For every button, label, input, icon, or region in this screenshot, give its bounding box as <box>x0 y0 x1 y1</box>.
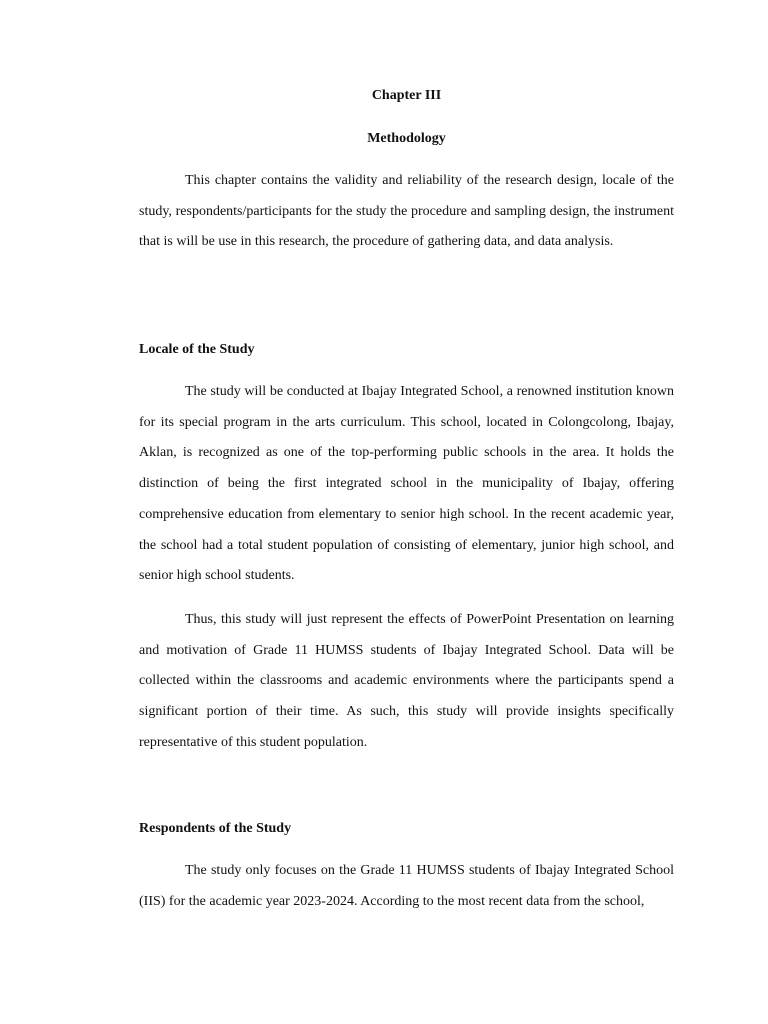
locale-paragraph-2: Thus, this study will just represent the effects of PowerPoint Presentation on learning and motivation of Grade 11 HUMSS students of Ibajay Integrated School. Data will be collected within the classrooms and academic environments where the participants spend a significant portion of their time. As such, this study will provide insights specifically representative of this student population. <box>139 612 674 750</box>
intro-paragraph: This chapter contains the validity and reliability of the research design, locale of the study, respondents/participants for the study the procedure and sampling design, the instrument that is will be use in this research, the procedure of gathering data, and data analysis. <box>139 173 674 250</box>
chapter-number-heading: Chapter III <box>371 88 442 103</box>
respondents-paragraph-1: The study only focuses on the Grade 11 HUMSS students of Ibajay Integrated School (IIS) for the academic year 2023-2024. According to the most recent data from the school, <box>139 863 674 909</box>
chapter-title-heading: Methodology <box>367 131 446 146</box>
locale-paragraph-1: The study will be conducted at Ibajay Integrated School, a renowned institution known for its special program in the arts curriculum. This school, located in Colongcolong, Ibajay, Aklan, is recognized as one of the top-performing public schools in the area. It holds the distinction of being the first integrated school in the municipality of Ibajay, offering comprehensive education from elementary to senior high school. In the recent academic year, the school had a total student population of consisting of elementary, junior high school, and senior high school students. <box>139 384 674 584</box>
respondents-section-heading: Respondents of the Study <box>139 821 292 836</box>
locale-section-heading: Locale of the Study <box>139 342 255 357</box>
